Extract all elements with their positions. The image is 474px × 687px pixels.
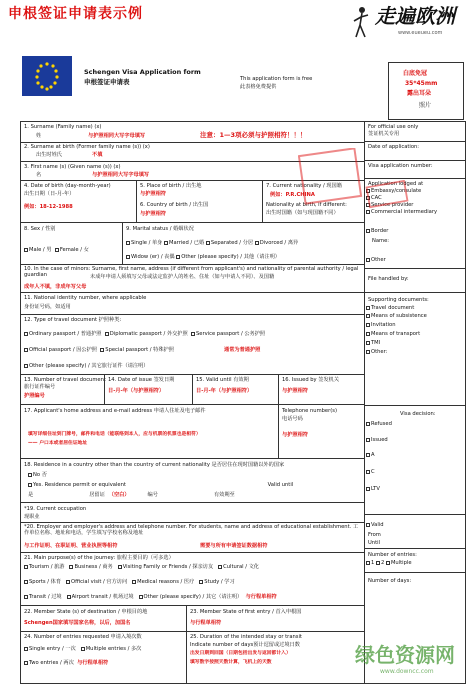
f2-label: 2. Surname at birth (Former family name (s)) (x) (24, 144, 150, 150)
official-opt-other: Other (371, 257, 386, 263)
checkbox[interactable] (164, 241, 168, 245)
tel-value[interactable]: 与护照相符 (282, 432, 308, 438)
official-opt-intermediary: Commercial intermediary (371, 209, 438, 215)
f13-label: 13. Number of travel document (24, 377, 106, 383)
f6-label: 6. Country of birth / 出生国 (140, 202, 209, 208)
f7-birth-label: Nationality at birth, if different: (266, 202, 347, 208)
checkbox[interactable] (366, 229, 370, 233)
brand-url: www.eueueu.com (398, 30, 443, 36)
free-notice-en: This application form is free (240, 76, 313, 82)
checkbox[interactable] (24, 348, 28, 352)
traveler-figure-icon (346, 5, 376, 39)
checkbox[interactable] (139, 595, 143, 599)
f19-label: *19. Current occupation (24, 506, 87, 512)
f9-label: 9. Marital status / 婚姻状况 (126, 226, 194, 232)
f13-label-cn: 旅行证件编号 (24, 384, 56, 390)
f15-label: 15. Valid until 有效期 (196, 377, 249, 383)
f14-value[interactable]: 日-月-年（与护照相符） (108, 388, 165, 394)
f24-multiple: Multiple entries / 多次 (85, 646, 142, 652)
f22-value[interactable]: Schengen国家填写国家名称，以后，加国名 (24, 620, 131, 626)
f21-study: Study / 学习 (204, 579, 235, 585)
stamp-icon (364, 180, 414, 210)
f2-label-cn: 出生时姓氏 (36, 152, 62, 158)
f20-label: *20. Employer and employer's address and telephone number. For students, name and address of educational establishment. 工作单位名称、地址和电话，学生填写学校名称及地址 (24, 524, 359, 537)
checkbox[interactable] (366, 453, 370, 457)
official-doc-tmi: TMI (371, 340, 381, 346)
f21-official: Official visit / 官方访问 (71, 579, 128, 585)
f11-label: 11. National identity number, where applicable (24, 295, 147, 301)
f12-official: Official passport / 因公护照 (29, 347, 97, 353)
f18-yes-cn: 是 (28, 492, 34, 498)
f23-label: 23. Member State of first entry / 首入申根国 (190, 609, 302, 615)
f19-label-cn: 现职业 (24, 514, 40, 520)
f6-value[interactable]: 与护照相符 (140, 211, 166, 217)
f1-value[interactable]: 与护照相同大写字母填写 (88, 133, 146, 139)
checkbox[interactable] (366, 523, 370, 527)
official-visa-num: Visa application number: (368, 163, 433, 169)
f18-valid: Valid until (267, 482, 294, 488)
f24-single: Single entry / 一次 (29, 646, 76, 652)
f21-visiting: Visiting Family or Friends / 探亲访友 (122, 564, 214, 570)
f22-label: 22. Member State (s) of destination / 申根目的地 (24, 609, 148, 615)
f18-yes: Yes. Residence permit or equivalent (33, 482, 126, 488)
checkbox[interactable] (24, 580, 28, 584)
f9-married: Married / 已婚 (169, 240, 205, 246)
official-date-app: Date of application: (368, 144, 420, 150)
checkbox[interactable] (100, 348, 104, 352)
checkbox[interactable] (24, 595, 28, 599)
f17-value-2[interactable]: —— 户口本或者居住证地址 (28, 441, 88, 446)
f1-note: 注意：1—3项必须与护照相符！！！ (200, 131, 307, 139)
f25-label: 25. Duration of the intended stay or transit (190, 634, 302, 640)
checkbox[interactable] (366, 350, 370, 354)
watermark-url: www.downcc.com (380, 668, 434, 675)
f7-birth-label-cn: 出生时国籍（如与现国籍不同） (266, 210, 339, 216)
official-doc-transport: Means of transport (371, 331, 421, 337)
f4-value[interactable]: 例如：18-12-1988 (24, 204, 73, 210)
f23-value[interactable]: 与行程单相符 (190, 620, 222, 626)
f11-label-cn: 身份证号码，如适用 (24, 304, 71, 310)
checkbox[interactable] (366, 210, 370, 214)
checkbox[interactable] (24, 332, 28, 336)
checkbox[interactable] (386, 561, 390, 565)
photo-line-3: 露出耳朵 (407, 90, 432, 97)
checkbox[interactable] (126, 241, 130, 245)
f12-label: 12. Type of travel document 护照种类: (24, 317, 122, 323)
f10-value[interactable]: 成年人不填，非成年写父母 (24, 284, 87, 290)
checkbox[interactable] (366, 323, 370, 327)
f3-label-cn: 名 (36, 172, 42, 178)
checkbox[interactable] (376, 561, 380, 565)
f5-label: 5. Place of birth / 出生地 (140, 183, 202, 189)
official-opt-cac: CAC (371, 195, 382, 201)
f7-value[interactable]: 例如：P.R.CHINA (270, 192, 315, 198)
decision-c: C (371, 469, 375, 475)
checkbox[interactable] (24, 364, 28, 368)
official-file-handled: File handled by: (368, 276, 409, 282)
checkbox[interactable] (366, 306, 370, 310)
official-decision: Visa decision: (400, 411, 436, 417)
decision-ltv: LTV (371, 486, 380, 492)
checkbox[interactable] (206, 241, 210, 245)
f24-label: 24. Number of entries requested 申请入境次数 (24, 634, 142, 640)
f4-label: 4. Date of birth (day-month-year) (24, 183, 111, 189)
f18-no: No 否 (33, 472, 47, 478)
f5-value[interactable]: 与护照相符 (140, 191, 166, 197)
f2-value[interactable]: 不填 (92, 152, 103, 158)
decision-entries-multiple: Multiple (390, 560, 412, 566)
stamp-icon (298, 148, 364, 206)
decision-days: Number of days: (368, 578, 412, 584)
f25-value-2[interactable]: 填写数字按照天数计算，飞机上的天数 (190, 660, 272, 665)
checkbox[interactable] (255, 241, 259, 245)
f3-label: 3. First name (s) (Given name (s)) (x) (24, 164, 121, 170)
f9-separated: Separated / 分居 (210, 240, 254, 246)
checkbox[interactable] (81, 647, 85, 651)
checkbox[interactable] (118, 565, 122, 569)
checkbox[interactable] (191, 332, 195, 336)
official-opt-provider: Service provider (371, 202, 414, 208)
official-opt-name: Name: (372, 238, 390, 244)
checkbox[interactable] (66, 580, 70, 584)
f8-male: Male / 男 (29, 247, 52, 253)
f12-special: Special passport / 特殊护照 (105, 347, 174, 353)
official-title-en: For official use only (368, 124, 419, 130)
decision-issued: Issued (371, 437, 388, 443)
form-title-cn: 申根签证申请表 (84, 78, 130, 86)
decision-entries-2: 2 (380, 560, 385, 566)
page-title: 申根签证申请表示例 (8, 6, 143, 22)
f7-label: 7. Current nationality / 现国籍 (266, 183, 342, 189)
f16-label: 16. Issued by 签发机关 (282, 377, 340, 383)
f12-diplomatic: Diplomatic passport / 外交护照 (109, 331, 188, 337)
checkbox[interactable] (366, 422, 370, 426)
checkbox[interactable] (28, 473, 32, 477)
f12-ordinary: Ordinary passport / 普通护照 (29, 331, 102, 337)
f25-value[interactable]: 出发日期到回国（日期包括出发与返回都计入） (190, 651, 291, 656)
official-doc-travel: Travel document (371, 305, 415, 311)
official-opt-border: Border (371, 228, 389, 234)
f24-value[interactable]: 与行程单相符 (77, 660, 109, 666)
checkbox[interactable] (366, 487, 370, 491)
decision-a: A (371, 452, 375, 458)
checkbox[interactable] (366, 561, 370, 565)
f21-cultural: Cultural / 文化 (223, 564, 259, 570)
f21-sports: Sports / 体育 (29, 579, 62, 585)
f10-label: 10. In the case of minors: Surname, first name, address (if different from applicant's) and nationality of parental authority / legal guardian (24, 266, 359, 279)
photo-line-1: 白底免冠 (403, 70, 428, 77)
checkbox[interactable] (24, 661, 28, 665)
f21-medical: Medical reasons / 医疗 (137, 579, 195, 585)
checkbox[interactable] (366, 314, 370, 318)
f24-two: Two entries / 两次 (29, 660, 74, 666)
f20-value[interactable]: 与工作证明、在职证明、营业执照等相符 (24, 543, 118, 549)
tel-label-cn: 电话号码 (282, 416, 303, 422)
checkbox[interactable] (176, 255, 180, 259)
f8-label: 8. Sex / 性别 (24, 226, 56, 232)
f13-value[interactable]: 护照编号 (24, 393, 45, 399)
f21-tourism: Tourism / 旅游 (29, 564, 65, 570)
watermark: 绿色资源网 (355, 643, 455, 667)
checkbox[interactable] (366, 332, 370, 336)
official-lodged: Application lodged at (368, 181, 424, 187)
f12-value[interactable]: 通常为普通护照 (224, 347, 261, 353)
f9-single: Single / 单身 (131, 240, 163, 246)
checkbox[interactable] (24, 647, 28, 651)
f18-label: 18. Residence in a country other than the country of current nationality 是否居住在现时国籍以外的国家 (24, 462, 285, 468)
photo-box (388, 62, 464, 120)
official-doc-invitation: Invitation (371, 322, 396, 328)
f1-label-cn: 姓 (36, 133, 42, 139)
checkbox[interactable] (105, 332, 109, 336)
decision-until: Until (368, 540, 381, 546)
free-notice-cn: 此表格免费提供 (240, 84, 277, 90)
f17-value[interactable]: 填写详细住址到门牌号，邮件和电话（能联络到本人，应与机票的机票也是相符） (28, 432, 201, 437)
f21-other: Other (please specify) / 其它（请注明） (143, 594, 243, 600)
f12-other: Other (please specify) / 其它旅行证件（请注明） (29, 363, 149, 369)
f3-value[interactable]: 与护照相同大写字母填写 (92, 172, 150, 178)
eu-flag-icon (22, 56, 72, 96)
f4-label-cn: 出生日期（日-月-年） (24, 191, 75, 197)
decision-entries-1: 1 (371, 560, 375, 566)
f12-service: Service passport / 公务护照 (195, 331, 266, 337)
checkbox[interactable] (126, 255, 130, 259)
official-supporting: Supporting documents: (368, 297, 429, 303)
brand-logo: 走遍欧洲 (375, 4, 455, 28)
checkbox[interactable] (366, 258, 370, 262)
photo-line-4: 照片 (419, 102, 432, 109)
official-title-cn: 签证机关专用 (368, 131, 400, 137)
decision-refused: Refused (371, 421, 392, 427)
f20-value-2[interactable]: 需要与所有申请签证数据相符 (200, 543, 268, 549)
official-doc-subsistence: Means of subsistence (371, 313, 427, 319)
checkbox[interactable] (366, 438, 370, 442)
f18-valid-cn: 有效期至 (213, 492, 235, 498)
f21-label: 21. Main purpose(s) of the journey: 旅程主要目的（可多选） (24, 555, 174, 561)
checkbox[interactable] (55, 248, 59, 252)
checkbox[interactable] (199, 580, 203, 584)
f21-airport-transit: Airport transit / 机场过境 (71, 594, 134, 600)
f21-business: Business / 商务 (74, 564, 113, 570)
tel-label: Telephone number(s) (282, 408, 337, 414)
f21-value[interactable]: 与行程单相符 (245, 594, 277, 600)
checkbox[interactable] (366, 470, 370, 474)
f21-transit: Transit / 过境 (29, 594, 62, 600)
f18-permit-value[interactable]: （空白） (108, 492, 130, 498)
checkbox[interactable] (69, 565, 73, 569)
checkbox[interactable] (132, 580, 136, 584)
official-doc-other: Other: (371, 349, 388, 355)
f8-female: Female / 女 (59, 247, 89, 253)
decision-valid: Valid (371, 522, 384, 528)
f15-value[interactable]: 日-月-年（与护照相符） (196, 388, 253, 394)
checkbox[interactable] (28, 483, 32, 487)
f9-widow: Widow (er) / 丧偶 (131, 254, 175, 260)
checkbox[interactable] (24, 565, 28, 569)
decision-from: From (368, 532, 381, 538)
f16-value[interactable]: 与护照相符 (282, 388, 308, 394)
f18-permit: 居留证 (89, 492, 105, 498)
official-opt-embassy: Embassy/consulate (371, 188, 422, 194)
checkbox[interactable] (67, 595, 71, 599)
checkbox[interactable] (366, 341, 370, 345)
f18-number: 编号 (147, 492, 158, 498)
checkbox[interactable] (24, 248, 28, 252)
form-title-en: Schengen Visa Application form (84, 68, 201, 76)
checkbox[interactable] (218, 565, 222, 569)
photo-line-2: 35*45mm (405, 80, 438, 87)
f1-label: 1. Surname (Family name) (x) (24, 124, 102, 130)
f9-divorced: Divorced / 离异 (259, 240, 299, 246)
f9-other: Other (please specify) / 其他（请注明） (181, 254, 280, 260)
f10-label-cn: 未成年申请人须填写父母或法定监护人的姓名、住址（如与申请人不同）、及国籍 (90, 274, 275, 280)
f25-label-cn: Indicate number of days预计逗留或过境日数 (190, 642, 300, 648)
f14-label: 14. Date of issue 签发日期 (108, 377, 175, 383)
f17-label: 17. Applicant's home address and e-mail address 申请人住址及电子邮件 (24, 408, 206, 414)
decision-entries: Number of entries: (368, 552, 417, 558)
